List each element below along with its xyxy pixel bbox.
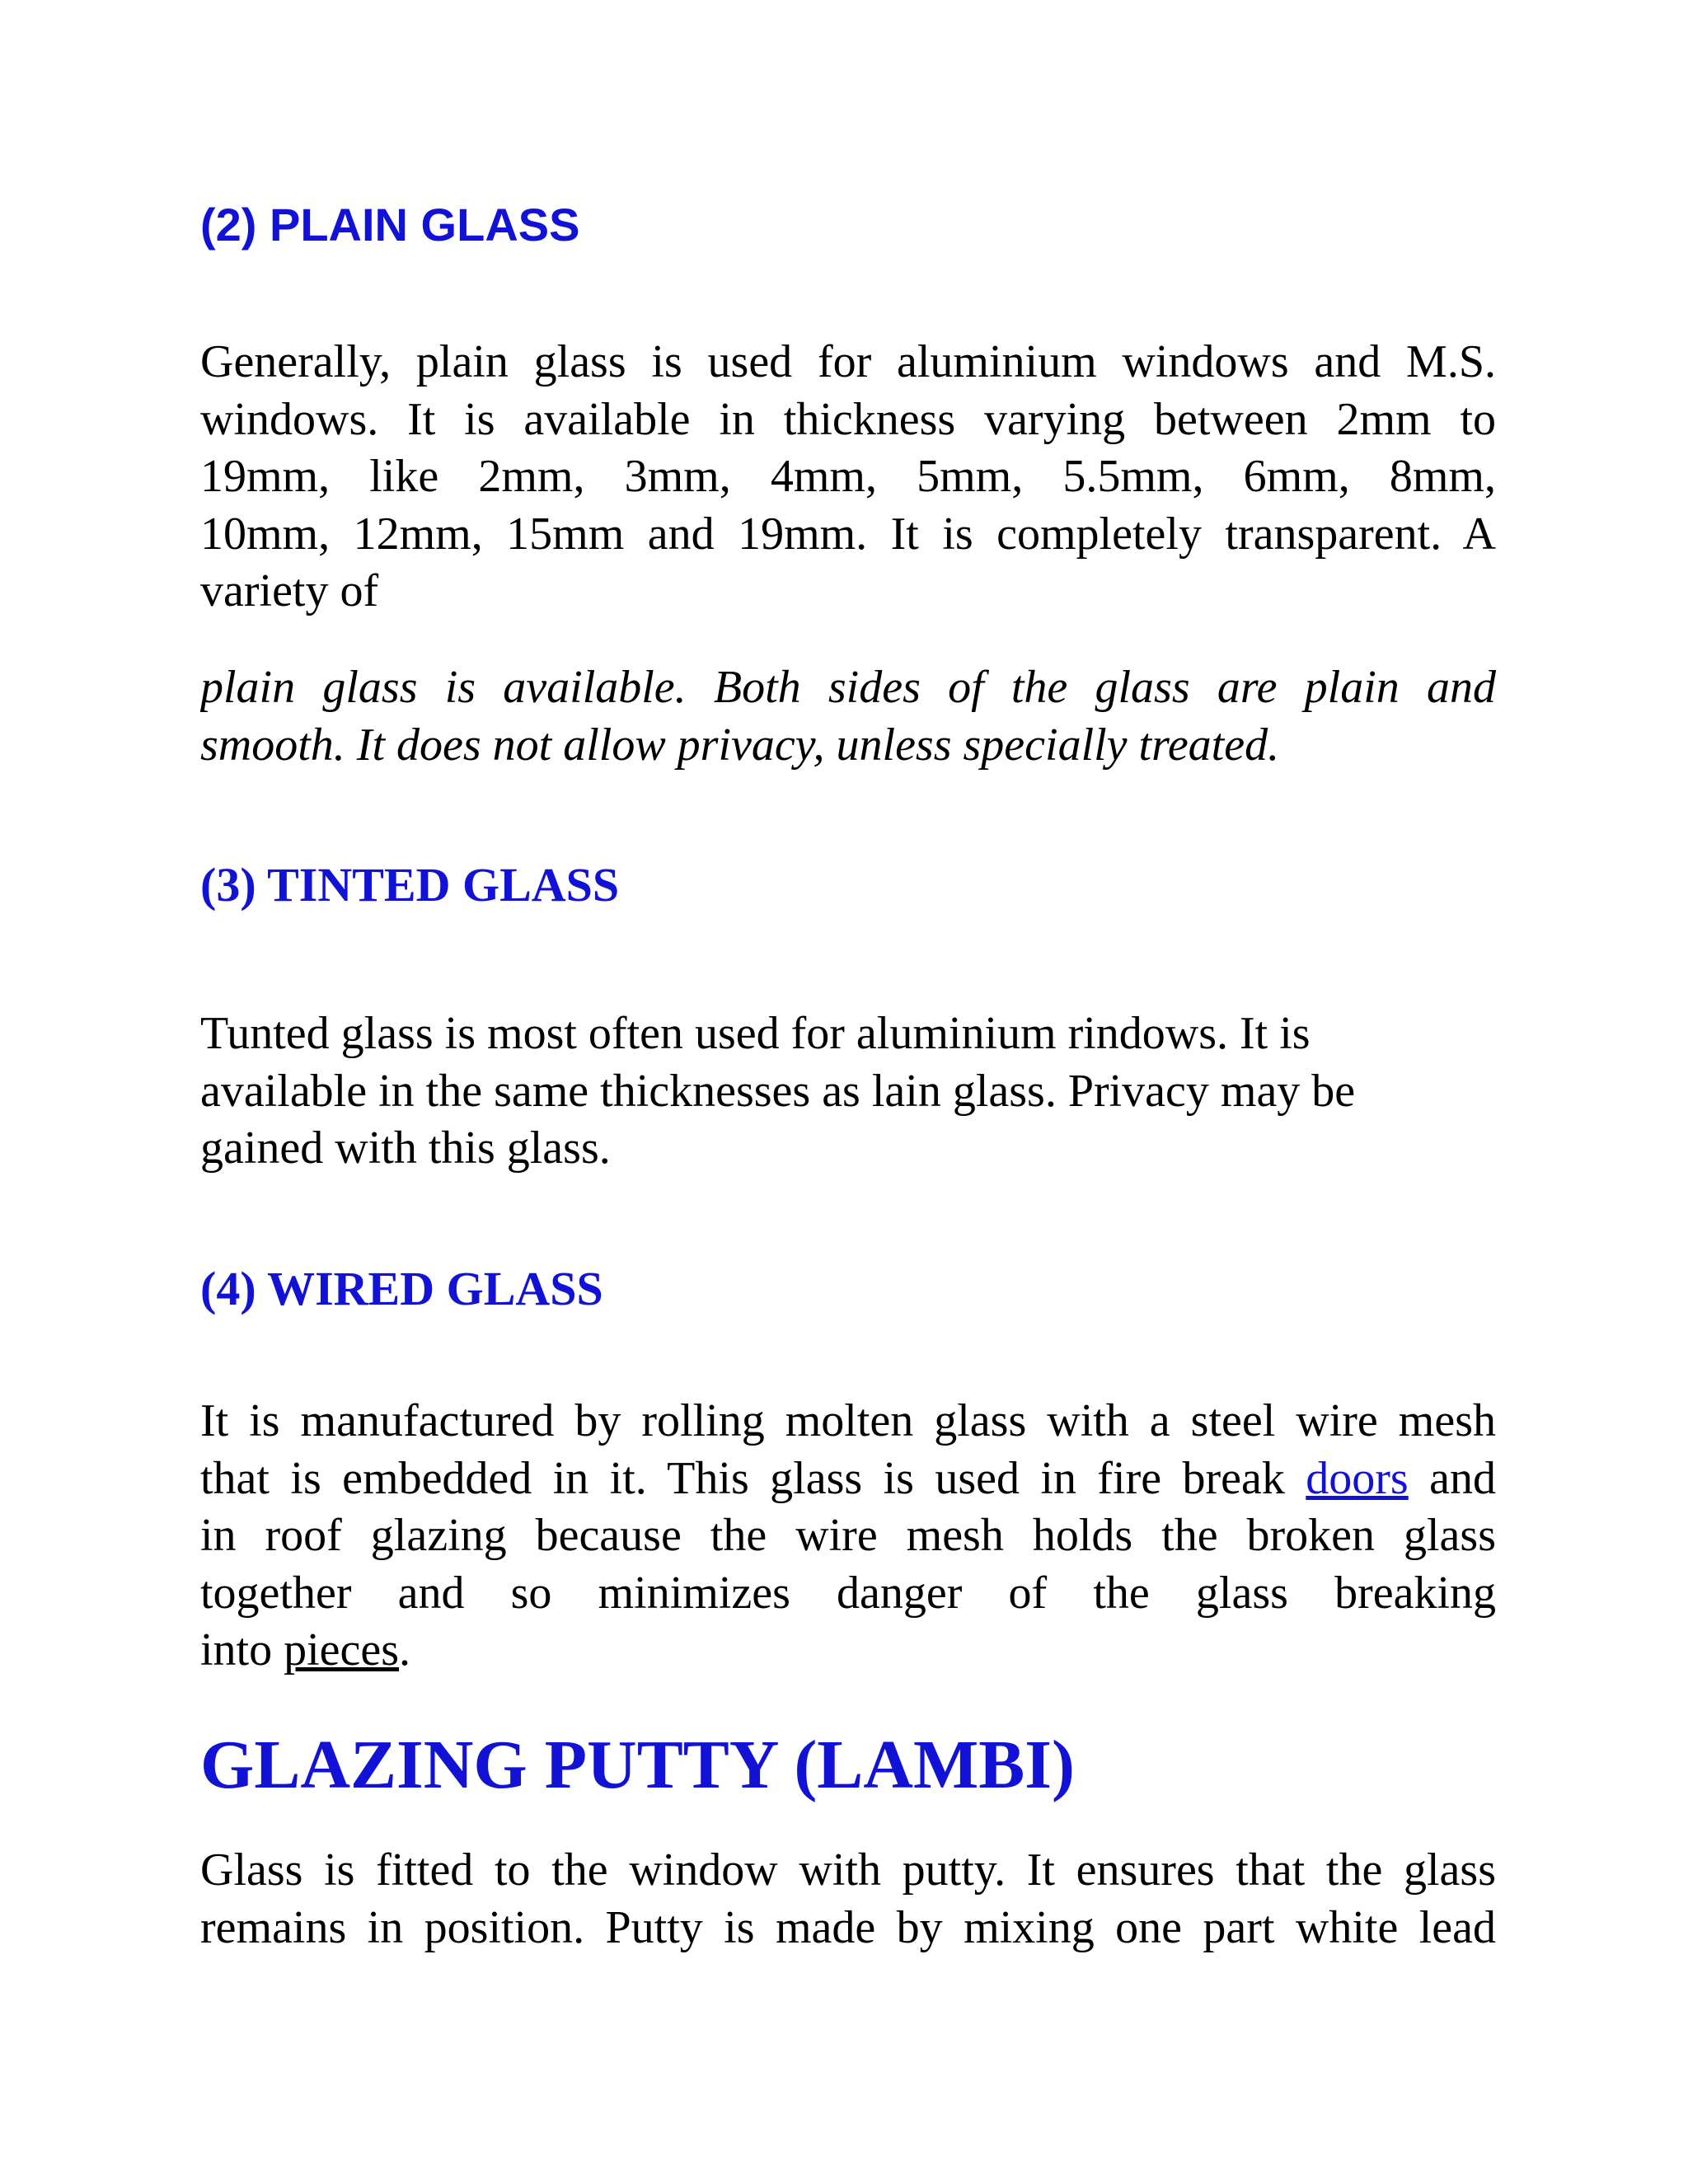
paragraph-plain-glass-1: [200, 334, 1496, 621]
text-line: remains in position. Putty is made by mixing one part white lead: [200, 1901, 1496, 1953]
text-line: Glass is fitted to the window with putty. It ensures that the glass: [200, 1844, 1496, 1896]
text-line: plain glass is available. Both sides of the glass are plain and: [200, 662, 1496, 713]
pieces-link[interactable]: pieces: [284, 1624, 400, 1675]
text-fragment: that is embedded in it. This glass is used in fire break: [200, 1452, 1306, 1504]
text-fragment: and: [1408, 1452, 1496, 1504]
text-line: Generally, plain glass is used for aluminium windows and M.S.: [200, 336, 1496, 387]
text-line: smooth. It does not allow privacy, unless specially treated.: [200, 719, 1280, 771]
text-fragment: .: [399, 1624, 411, 1675]
text-line: 10mm, 12mm, 15mm and 19mm. It is completely transparent. A: [200, 508, 1496, 560]
paragraph-tinted-glass: [200, 1005, 1496, 1178]
heading-glazing-putty: GLAZING PUTTY (LAMBI): [200, 1727, 1075, 1803]
text-line: variety of: [200, 565, 379, 616]
text-line: gained with this glass.: [200, 1122, 611, 1174]
text-line: [200, 1451, 1496, 1508]
heading-tinted-glass: (3) TINTED GLASS: [200, 858, 620, 912]
paragraph-glazing-putty: [200, 1842, 1496, 1957]
paragraph-wired-glass: [200, 1393, 1496, 1680]
text-line: available in the same thicknesses as lain glass. Privacy may be: [200, 1065, 1356, 1117]
heading-plain-glass: (2) PLAIN GLASS: [200, 199, 580, 251]
text-line: Tunted glass is most often used for aluminium rindows. It is: [200, 1008, 1311, 1059]
paragraph-plain-glass-2: [200, 659, 1496, 774]
text-line: It is manufactured by rolling molten glass with a steel wire mesh: [200, 1395, 1496, 1446]
text-line: together and so minimizes danger of the glass breaking: [200, 1567, 1496, 1619]
heading-wired-glass: (4) WIRED GLASS: [200, 1262, 603, 1315]
text-fragment: into: [200, 1624, 284, 1675]
text-line: [200, 1622, 1496, 1680]
text-line: in roof glazing because the wire mesh holds the broken glass: [200, 1510, 1496, 1561]
doors-link[interactable]: doors: [1306, 1452, 1409, 1504]
text-line: 19mm, like 2mm, 3mm, 4mm, 5mm, 5.5mm, 6mm, 8mm,: [200, 451, 1496, 502]
text-line: windows. It is available in thickness varying between 2mm to: [200, 393, 1496, 445]
